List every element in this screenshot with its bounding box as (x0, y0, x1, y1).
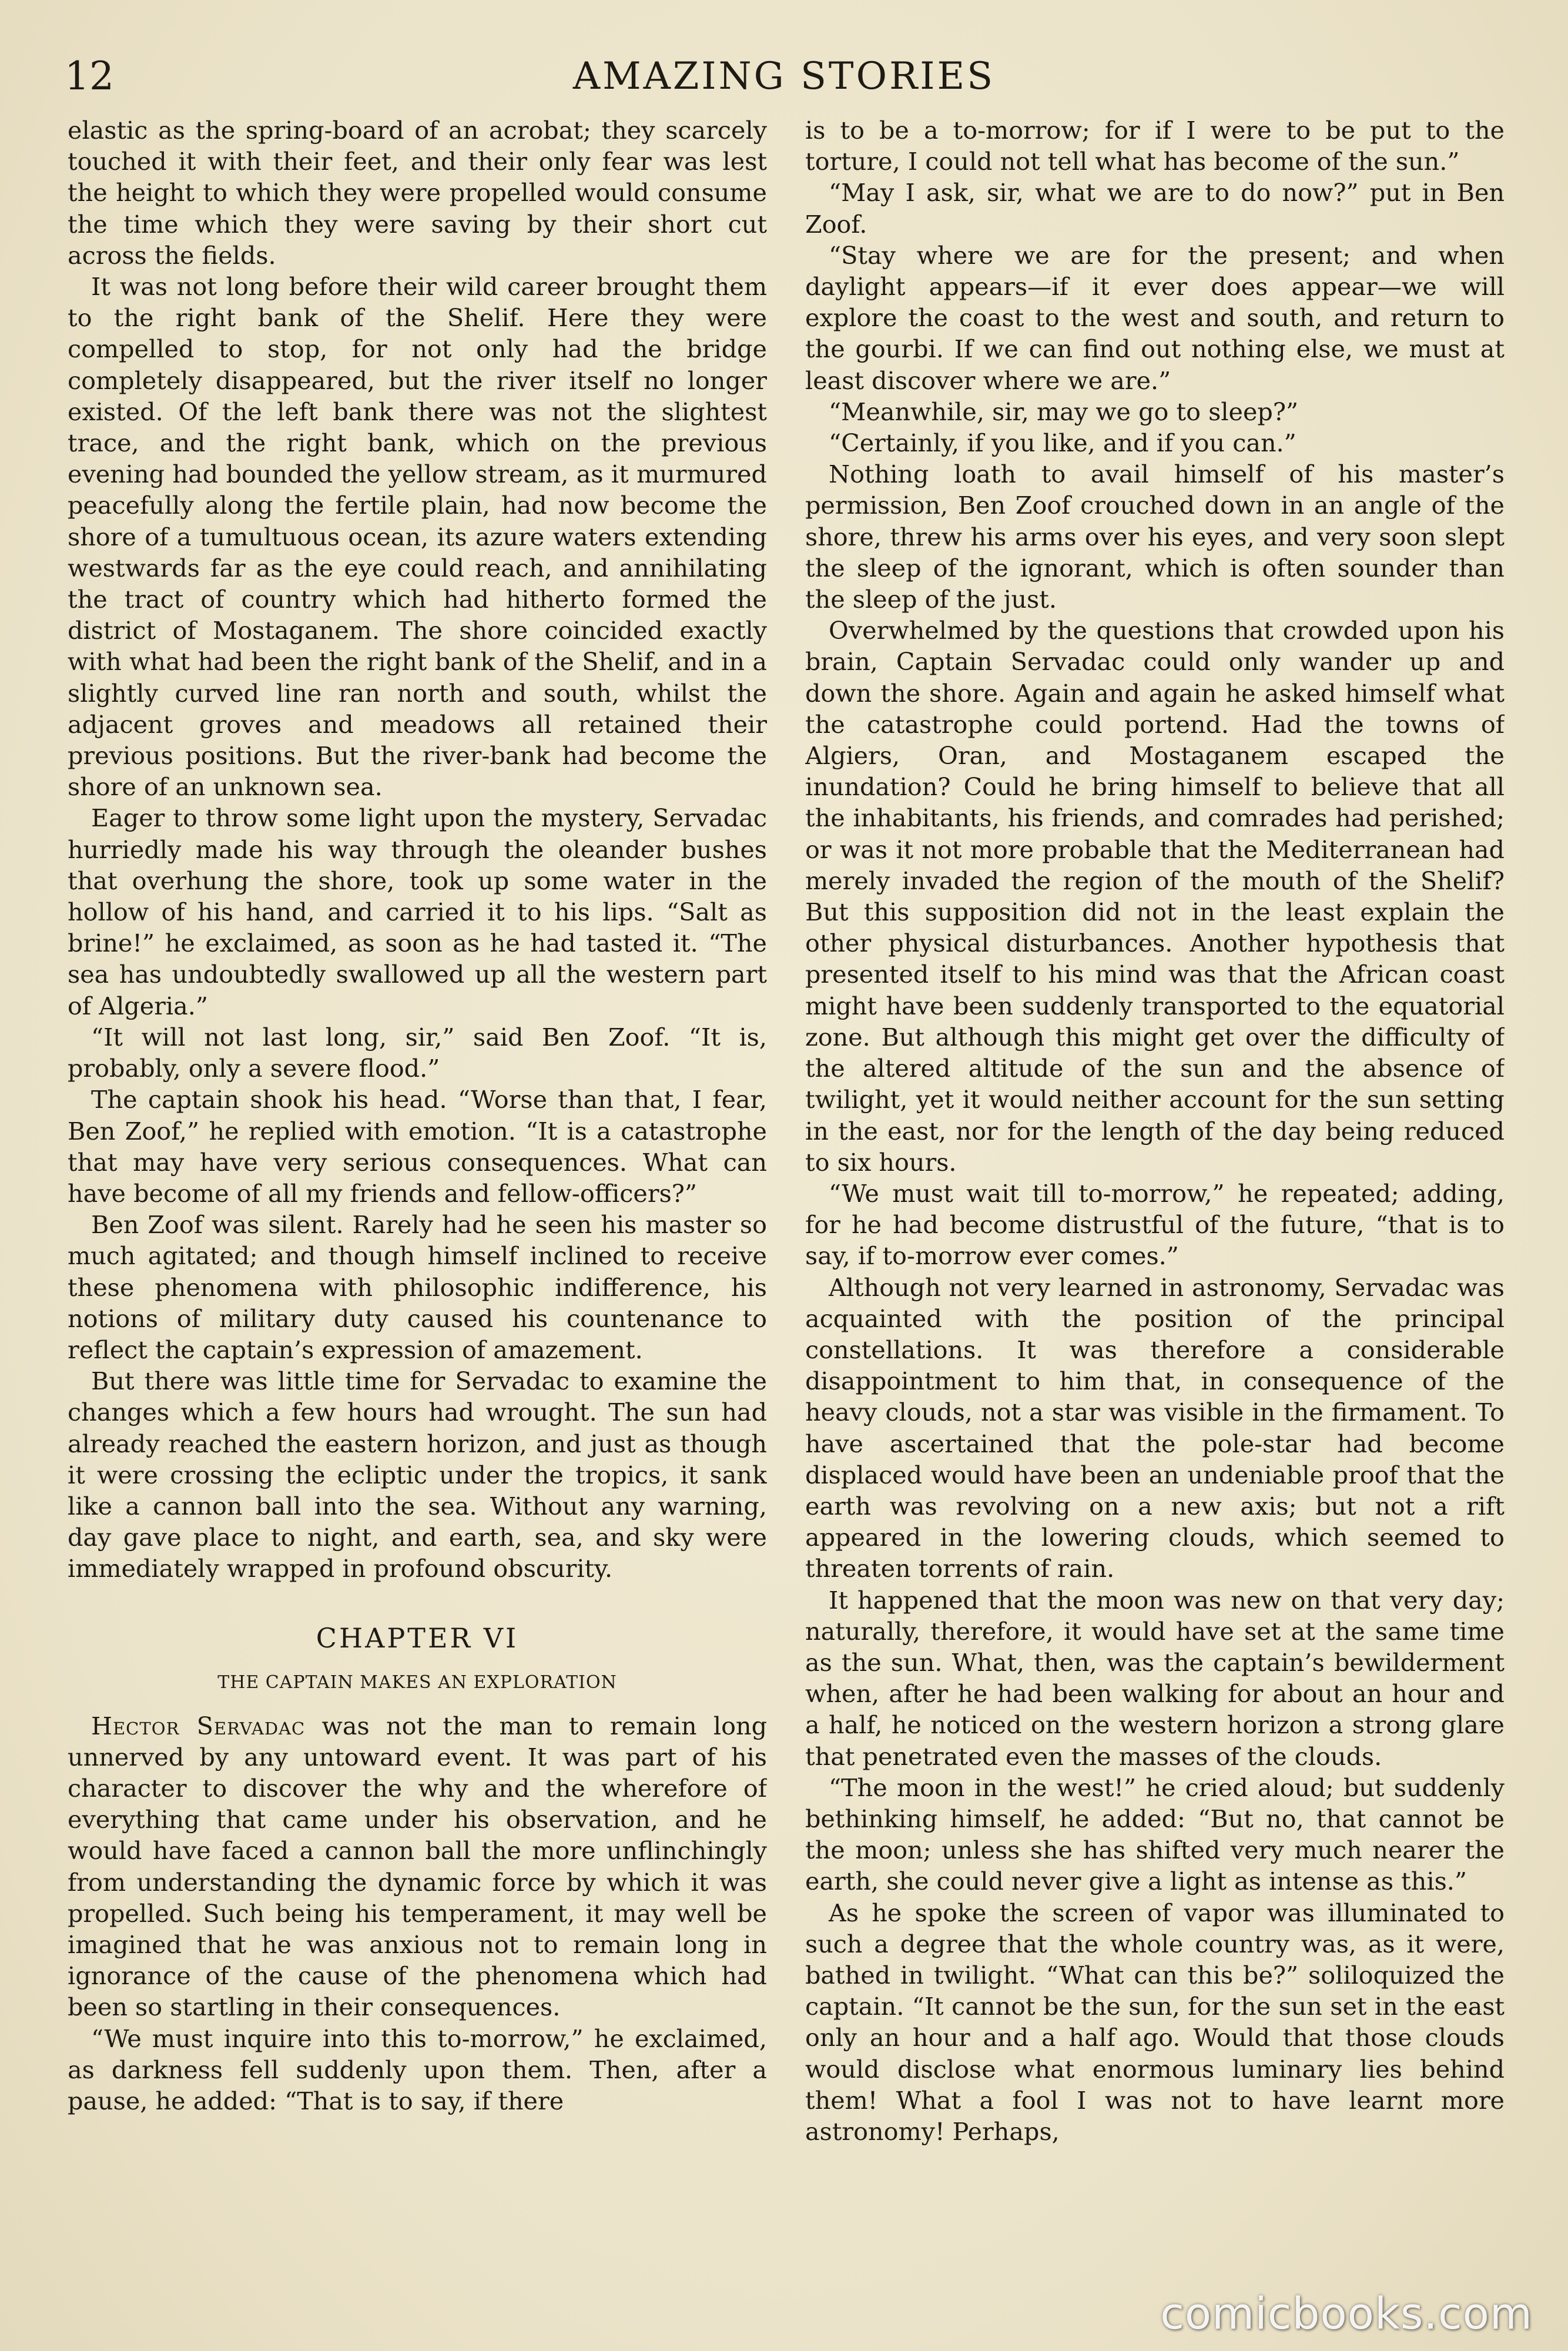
paragraph: Eager to throw some light upon the mystery, Servadac hurriedly made his way through the oleander bushes that overhung the shore, took up some water in the hollow of his hand, and carried it to his lips. “Salt as brine!” he exclaimed, as soon as he had tasted it. “The sea has undoubtedly swallowed up all the western part of Algeria.” (68, 804, 767, 1020)
paragraph: “It will not last long, sir,” said Ben Zoof. “It is, probably, only a severe flood.” (68, 1023, 767, 1083)
paragraph: Ben Zoof was silent. Rarely had he seen his master so much agitated; and though himself inclined to receive these phenomena with philosophic indifference, his notions of military duty caused his countenance to reflect the captain’s expression of amazement. (68, 1211, 767, 1364)
chapter-title: CHAPTER VI (316, 1622, 519, 1654)
paragraph-text: was not the man to remain long unnerved by any untoward event. It was part of his character to discover the why and the wherefore of everything that came under his observation, and he would have faced a cannon ball the more unflinchingly from understanding the dynamic force by which it was propelled. Such being his temperament, it may well be imagined that he was anxious not to remain long in ignorance of the cause of the phenomena which had been so startling in their consequences. (68, 1712, 767, 2022)
paragraph: Nothing loath to avail himself of his master’s permission, Ben Zoof crouched down in an angle of the shore, threw his arms over his eyes, and very soon slept the sleep of the ignorant, which is often sounder than the sleep of the just. (805, 460, 1505, 614)
paragraph: is to be a to-morrow; for if I were to be put to the torture, I could not tell what has become of the sun.” (805, 116, 1505, 176)
paragraph: “We must wait till to-morrow,” he repeated; adding, for he had become distrustful of the future, “that is to say, if to-morrow ever comes.” (805, 1179, 1505, 1271)
paragraph: As he spoke the screen of vapor was illuminated to such a degree that the whole country was, as it were, bathed in twilight. “What can this be?” soliloquized the captain. “It cannot be the sun, for the sun set in the east only an hour and a half ago. Would that those clouds would disclose what enormous luminary lies behind them! What a fool I was not to have learnt more astronomy! Perhaps, (805, 1898, 1505, 2146)
paragraph: “Stay where we are for the present; and when daylight appears—if it ever does appear—we will explore the coast to the west and south, and return to the gourbi. If we can find out nothing else, we must at least discover where we are.” (805, 241, 1505, 395)
paragraph: “May I ask, sir, what we are to do now?” put in Ben Zoof. (805, 179, 1505, 239)
paragraph: But there was little time for Servadac to examine the changes which a few hours had wrought. The sun had already reached the eastern horizon, and just as though it were crossing the ecliptic under the tropics, it sank like a cannon ball into the sea. Without any warning, day gave place to night, and earth, sea, and sky were immediately wrapped in profound obscurity. (68, 1367, 767, 1583)
paragraph: “The moon in the west!” he cried aloud; but suddenly bethinking himself, he added: “But no, that cannot be the moon; unless she has shifted very much nearer the earth, she could never give a light as intense as this.” (805, 1773, 1505, 1896)
left-column (68, 115, 767, 2278)
paragraph: “Meanwhile, sir, may we go to sleep?” (829, 397, 1299, 426)
running-title: AMAZING STORIES (572, 55, 996, 98)
paragraph: The captain shook his head. “Worse than that, I fear, Ben Zoof,” he replied with emotion. “It is a catastrophe that may have very serious consequences. What can have become of all my friends and fellow-officers?” (68, 1086, 767, 1208)
chapter-lead-words: Hector Servadac (91, 1712, 306, 1740)
paragraph (68, 1711, 767, 2024)
paragraph: “We must inquire into this to-morrow,” he exclaimed, as darkness fell suddenly upon them. Then, after a pause, he added: “That is to say, if there (68, 2024, 767, 2115)
right-column (805, 115, 1505, 2278)
chapter-subtitle: THE CAPTAIN MAKES AN EXPLORATION (217, 1672, 617, 1693)
paragraph: elastic as the spring-board of an acrobat; they scarcely touched it with their feet, and their only fear was lest the height to which they were propelled would consume the time which they were saving by their short cut across the fields. (68, 116, 767, 270)
paragraph: It was not long before their wild career brought them to the right bank of the Shelif. Here they were compelled to stop, for not only had the bridge completely disappeared, but the river itself no longer existed. Of the left bank there was not the slightest trace, and the right bank, which on the previous evening had bounded the yellow stream, as it murmured peacefully along the fertile plain, had now become the shore of a tumultuous ocean, its azure waters extending westwards far as the eye could reach, and annihilating the tract of country which had hitherto formed the district of Mostaganem. The shore coincided exactly with what had been the right bank of the Shelif, and in a slightly curved line ran north and south, whilst the adjacent groves and meadows all retained their previous positions. But the river-bank had become the shore of an unknown sea. (68, 273, 767, 802)
site-watermark: comicbooks.com (1160, 2289, 1533, 2339)
paragraph: It happened that the moon was new on that very day; naturally, therefore, it would have set at the same time as the sun. What, then, was the captain’s bewilderment when, after he had been walking for about an hour and a half, he noticed on the western horizon a strong glare that penetrated even the masses of the clouds. (805, 1586, 1505, 1771)
page-header (65, 47, 1503, 106)
paragraph: Although not very learned in astronomy, Servadac was acquainted with the position of the principal constellations. It was therefore a considerable disappointment to him that, in consequence of the heavy clouds, not a star was visible in the firmament. To have ascertained that the pole-star had become displaced would have been an undeniable proof that the earth was revolving on a new axis; but not a rift appeared in the lowering clouds, which seemed to threaten torrents of rain. (805, 1273, 1505, 1583)
page-number: 12 (65, 53, 114, 99)
paragraph: “Certainly, if you like, and if you can.” (829, 429, 1296, 458)
paragraph: Overwhelmed by the questions that crowded upon his brain, Captain Servadac could only wander up and down the shore. Again and again he asked himself what the catastrophe could portend. Had the towns of Algiers, Oran, and Mostaganem escaped the inundation? Could he bring himself to believe that all the inhabitants, his friends, and comrades had perished; or was it not more probable that the Mediterranean had merely invaded the region of the mouth of the Shelif? But this supposition did not in the least explain the other physical disturbances. Another hypothesis that presented itself to his mind was that the African coast might have been suddenly transported to the equatorial zone. But although this might get over the difficulty of the altered altitude of the sun and the absence of twilight, yet it would neither account for the sun setting in the east, nor for the length of the day being reduced to six hours. (805, 617, 1505, 1177)
